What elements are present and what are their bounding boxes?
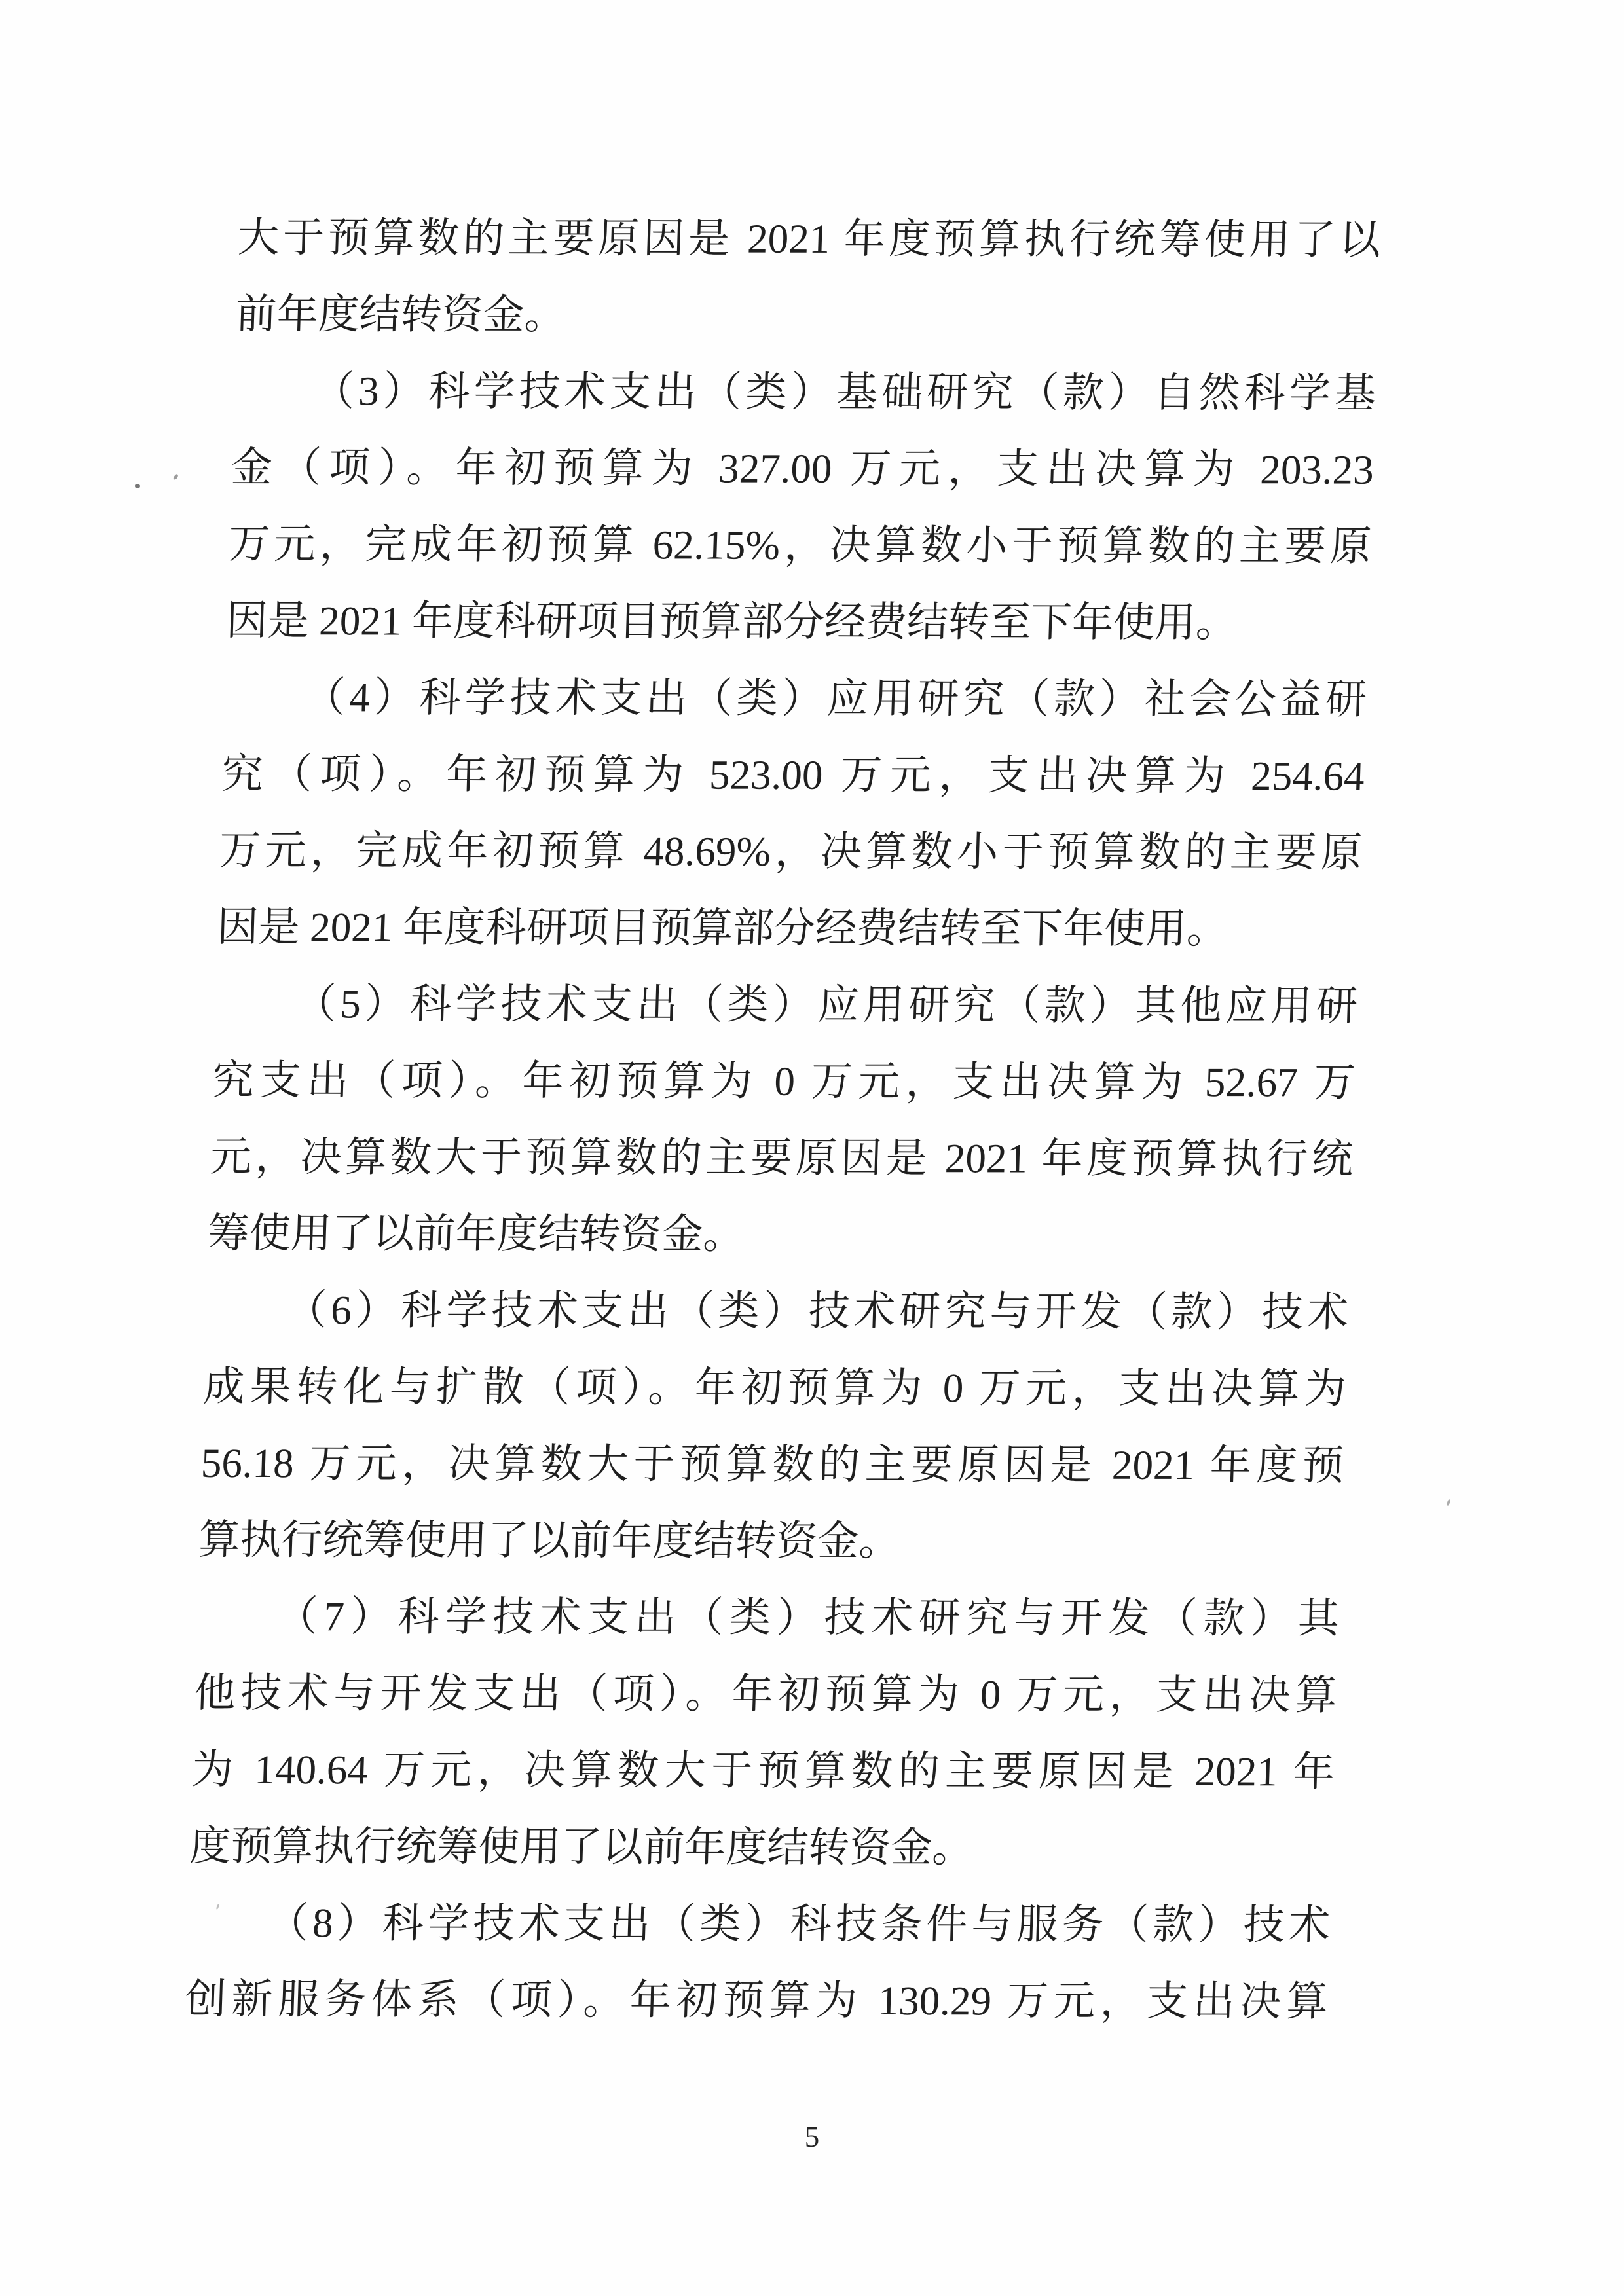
text-line: 筹使用了以前年度结转资金。 bbox=[207, 1210, 745, 1258]
text-line: 创新服务体系（项）。年初预算为 130.29 万元，支出决算 bbox=[184, 1976, 1329, 2025]
scan-speck bbox=[173, 473, 179, 480]
text-line: 56.18 万元，决算数大于预算数的主要原因是 2021 年度预 bbox=[200, 1440, 1345, 1489]
page-number: 5 bbox=[804, 2121, 820, 2153]
text-line: 他技术与开发支出（项）。年初预算为 0 万元，支出决算 bbox=[193, 1669, 1338, 1719]
text-line: 算执行统筹使用了以前年度结转资金。 bbox=[198, 1516, 901, 1565]
text-line: 万元，完成年初预算 48.69%，决算数小于预算数的主要原 bbox=[219, 827, 1363, 876]
text-line: 因是 2021 年度科研项目预算部分经费结转至下年使用。 bbox=[216, 903, 1229, 953]
text-line: 究支出（项）。年初预算为 0 万元，支出决算为 52.67 万 bbox=[212, 1057, 1356, 1106]
paragraph bbox=[216, 659, 1368, 968]
paragraph bbox=[207, 966, 1359, 1275]
text-line: （3）科学技术支出（类）基础研究（款）自然科学基 bbox=[312, 368, 1377, 416]
text-line: （7）科学技术支出（类）技术研究与开发（款）其 bbox=[275, 1594, 1340, 1642]
scan-speck bbox=[1447, 1499, 1451, 1506]
text-line: （8）科学技术支出（类）科技条件与服务（款）技术 bbox=[266, 1900, 1331, 1948]
text-line: 前年度结转资金。 bbox=[234, 291, 566, 338]
scan-speck bbox=[135, 484, 140, 488]
paragraph bbox=[225, 353, 1377, 662]
text-line: 因是 2021 年度科研项目预算部分经费结转至下年使用。 bbox=[225, 597, 1238, 646]
paragraph bbox=[198, 1272, 1350, 1581]
text-line: 究（项）。年初预算为 523.00 万元，支出决算为 254.64 bbox=[221, 750, 1365, 799]
text-line: 万元，完成年初预算 62.15%，决算数小于预算数的主要原 bbox=[228, 520, 1373, 570]
text-line: （6）科学技术支出（类）技术研究与开发（款）技术 bbox=[285, 1287, 1350, 1336]
text-line: 金（项）。年初预算为 327.00 万元，支出决算为 203.23 bbox=[230, 444, 1375, 493]
text-line: 成果转化与扩散（项）。年初预算为 0 万元，支出决算为 bbox=[202, 1363, 1347, 1412]
text-line: 大于预算数的主要原因是 2021 年度预算执行统筹使用了以 bbox=[237, 214, 1382, 263]
text-line: （4）科学技术支出（类）应用研究（款）社会公益研 bbox=[303, 674, 1368, 723]
document-body bbox=[184, 200, 1382, 2040]
text-line: 为 140.64 万元，决算数大于预算数的主要原因是 2021 年 bbox=[191, 1746, 1336, 1795]
text-line: （5）科学技术支出（类）应用研究（款）其他应用研 bbox=[294, 981, 1359, 1029]
paragraph bbox=[184, 1885, 1331, 2041]
paragraph bbox=[234, 200, 1382, 355]
text-line: 度预算执行统筹使用了以前年度结转资金。 bbox=[189, 1823, 974, 1871]
text-line: 元，决算数大于预算数的主要原因是 2021 年度预算执行统 bbox=[210, 1133, 1354, 1182]
paragraph bbox=[189, 1578, 1340, 1887]
